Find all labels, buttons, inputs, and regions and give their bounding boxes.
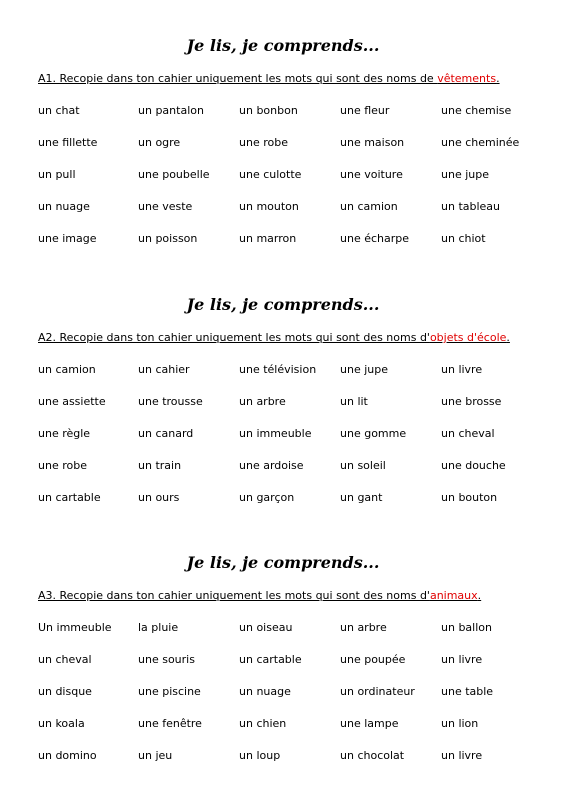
word-item: un nuage (239, 685, 291, 698)
word-item: un bouton (441, 491, 498, 504)
word-item: un immeuble (239, 427, 312, 440)
word-item: une poupée (340, 653, 406, 666)
word-item: une image (38, 232, 97, 245)
category-highlight: animaux (429, 589, 478, 602)
word-item: une trousse (138, 395, 203, 408)
word-item: un marron (239, 232, 297, 245)
word-item: un cheval (441, 427, 495, 440)
word-item: un oiseau (239, 621, 293, 634)
word-item: un cartable (38, 491, 101, 504)
word-item: un garçon (239, 491, 295, 504)
exercise-instruction (38, 72, 500, 86)
word-item: un ordinateur (340, 685, 415, 698)
word-item: un arbre (239, 395, 286, 408)
word-item: une cheminée (441, 136, 520, 149)
word-item: une règle (38, 427, 91, 440)
word-item: un koala (38, 717, 85, 730)
instruction-text: A3. Recopie dans ton cahier uniquement les mots qui sont des noms d' (38, 589, 430, 602)
word-item: un loup (239, 749, 281, 762)
word-item: Un immeuble (38, 621, 112, 634)
word-item: un ballon (441, 621, 492, 634)
word-item: un lit (340, 395, 368, 408)
word-item: une chemise (441, 104, 512, 117)
word-item: un lion (441, 717, 479, 730)
word-item: une fleur (340, 104, 390, 117)
word-item: un livre (441, 653, 483, 666)
word-item: un poisson (138, 232, 198, 245)
word-item: une souris (138, 653, 195, 666)
word-item: un camion (340, 200, 398, 213)
word-item: une voiture (340, 168, 403, 181)
category-highlight: vêtements (437, 72, 497, 85)
word-item: une robe (239, 136, 288, 149)
category-highlight: objets d'école (429, 331, 507, 344)
word-item: une douche (441, 459, 506, 472)
instruction-end: . (477, 589, 482, 602)
word-item: un bonbon (239, 104, 298, 117)
word-item: un tableau (441, 200, 501, 213)
word-item: une table (441, 685, 494, 698)
word-item: une écharpe (340, 232, 410, 245)
word-item: un pantalon (138, 104, 204, 117)
exercise-instruction (38, 589, 481, 603)
word-item: un chiot (441, 232, 486, 245)
word-item: une maison (340, 136, 405, 149)
word-item: un ogre (138, 136, 181, 149)
word-item: un soleil (340, 459, 386, 472)
word-item: une fillette (38, 136, 98, 149)
word-item: un jeu (138, 749, 173, 762)
word-item: la pluie (138, 621, 179, 634)
word-item: une brosse (441, 395, 502, 408)
instruction-end: . (506, 331, 510, 344)
word-item: un ours (138, 491, 180, 504)
word-item: un livre (441, 363, 483, 376)
word-item: un chocolat (340, 749, 405, 762)
word-item: un chat (38, 104, 80, 117)
word-item: une veste (138, 200, 193, 213)
word-item: un cahier (138, 363, 190, 376)
word-item: une télévision (239, 363, 317, 376)
exercise-title: Je lis, je comprends... (186, 36, 380, 55)
word-item: un canard (138, 427, 194, 440)
word-item: un arbre (340, 621, 387, 634)
instruction-text: A2. Recopie dans ton cahier uniquement les mots qui sont des noms d' (38, 331, 430, 344)
exercise-instruction (38, 331, 510, 345)
word-item: une lampe (340, 717, 399, 730)
word-item: une poubelle (138, 168, 210, 181)
word-item: un nuage (38, 200, 90, 213)
word-item: un gant (340, 491, 383, 504)
word-item: une jupe (441, 168, 489, 181)
word-item: une fenêtre (138, 717, 202, 730)
word-item: une piscine (138, 685, 201, 698)
word-item: un chien (239, 717, 287, 730)
word-item: un train (138, 459, 182, 472)
exercise-title: Je lis, je comprends... (186, 553, 380, 572)
word-item: un disque (38, 685, 92, 698)
word-item: un cartable (239, 653, 302, 666)
instruction-end: . (496, 72, 500, 85)
word-item: un livre (441, 749, 483, 762)
exercise-title: Je lis, je comprends... (186, 295, 380, 314)
word-item: une ardoise (239, 459, 304, 472)
word-item: une jupe (340, 363, 388, 376)
word-item: un cheval (38, 653, 92, 666)
word-item: une culotte (239, 168, 302, 181)
instruction-text: A1. Recopie dans ton cahier uniquement les mots qui sont des noms de (38, 72, 438, 85)
word-item: une assiette (38, 395, 106, 408)
word-item: un domino (38, 749, 97, 762)
word-item: une gomme (340, 427, 407, 440)
word-item: un pull (38, 168, 76, 181)
word-item: une robe (38, 459, 87, 472)
word-item: un mouton (239, 200, 299, 213)
word-item: un camion (38, 363, 96, 376)
